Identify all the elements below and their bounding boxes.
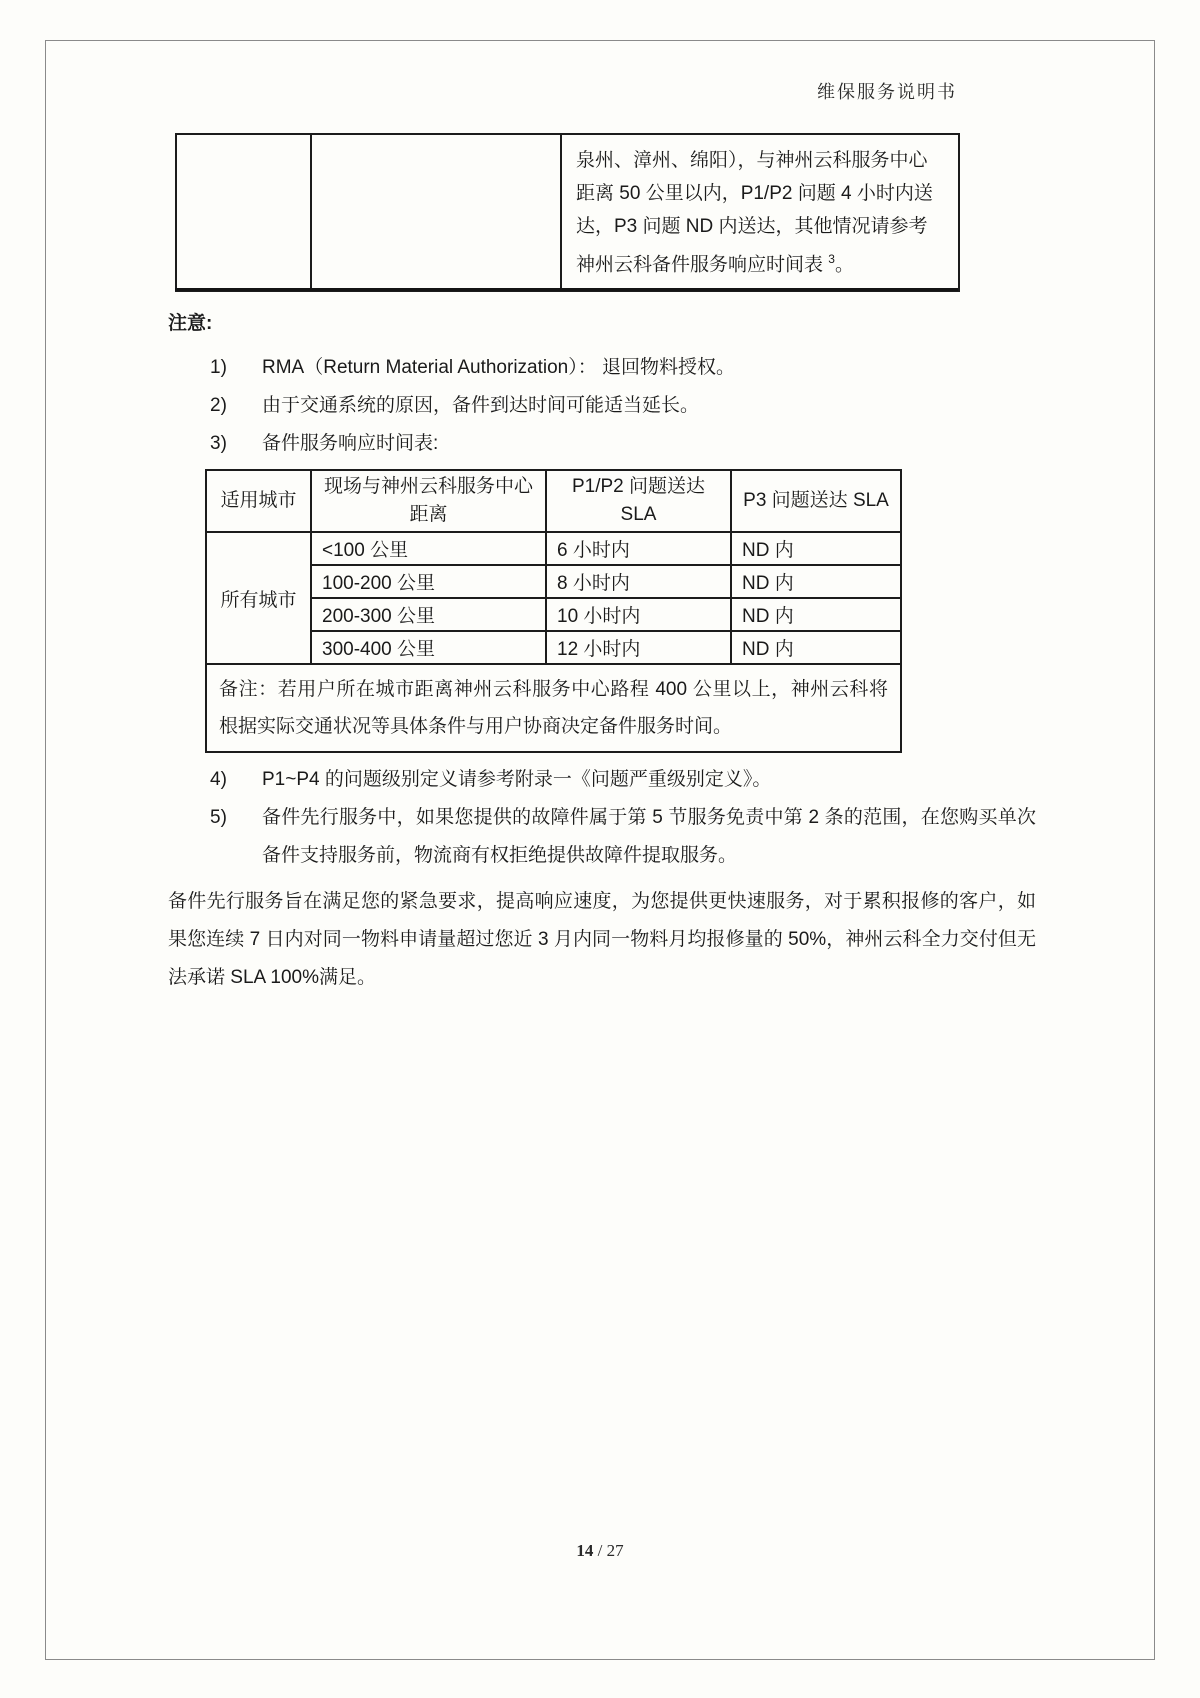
list-item-text: 备件先行服务中，如果您提供的故障件属于第 5 节服务免责中第 2 条的范围，在您购买单次备件支持服务前，物流商有权拒绝提供故障件提取服务。 bbox=[262, 807, 1036, 866]
document-header-title: 维保服务说明书 bbox=[817, 82, 957, 102]
main-content bbox=[168, 308, 1036, 997]
city-group-cell: 所有城市 bbox=[206, 532, 311, 664]
table-remark-row bbox=[206, 664, 901, 752]
distance-cell: 100-200 公里 bbox=[311, 565, 546, 598]
table-row bbox=[206, 631, 901, 664]
table-row bbox=[206, 598, 901, 631]
list-item bbox=[168, 387, 1036, 425]
p3-sla-cell: ND 内 bbox=[731, 565, 901, 598]
column-header-city: 适用城市 bbox=[206, 470, 311, 532]
list-item-number: 4) bbox=[210, 769, 227, 790]
p3-sla-cell: ND 内 bbox=[731, 532, 901, 565]
list-item-number: 3) bbox=[210, 433, 227, 454]
table-row bbox=[176, 134, 959, 291]
list-item bbox=[168, 349, 1036, 387]
page-number-separator: / bbox=[593, 1541, 607, 1560]
page-number-total: 27 bbox=[606, 1541, 624, 1560]
list-item bbox=[168, 799, 1036, 875]
p3-sla-cell: ND 内 bbox=[731, 598, 901, 631]
sla-response-table bbox=[205, 469, 902, 753]
list-item-text: P1~P4 的问题级别定义请参考附录一《问题严重级别定义》。 bbox=[262, 769, 772, 790]
distance-cell: 200-300 公里 bbox=[311, 598, 546, 631]
list-item-text: RMA（Return Material Authorization）： 退回物料授权。 bbox=[262, 357, 736, 378]
p1p2-sla-cell: 8 小时内 bbox=[546, 565, 731, 598]
carryover-cell-empty-1 bbox=[176, 134, 311, 291]
notes-heading: 注意: bbox=[168, 313, 213, 334]
carryover-table bbox=[175, 133, 960, 292]
carryover-cell-empty-2 bbox=[311, 134, 561, 291]
p1p2-sla-cell: 10 小时内 bbox=[546, 598, 731, 631]
table-end-rule bbox=[175, 288, 958, 291]
remark-cell: 备注：若用户所在城市距离神州云科服务中心路程 400 公里以上，神州云科将根据实际交通状况等具体条件与用户协商决定备件服务时间。 bbox=[206, 664, 901, 752]
carryover-text: 泉州、漳州、绵阳），与神州云科服务中心距离 50 公里以内，P1/P2 问题 4 小时内送达，P3 问题 ND 内送达，其他情况请参考神州云科备件服务响应时间表 bbox=[576, 150, 933, 276]
distance-cell: <100 公里 bbox=[311, 532, 546, 565]
list-item-number: 1) bbox=[210, 357, 227, 378]
page-number bbox=[0, 1541, 1200, 1561]
list-item bbox=[168, 425, 1036, 463]
table-header-row bbox=[206, 470, 901, 532]
distance-cell: 300-400 公里 bbox=[311, 631, 546, 664]
list-item bbox=[168, 761, 1036, 799]
table-row bbox=[206, 565, 901, 598]
list-item-text: 由于交通系统的原因，备件到达时间可能适当延长。 bbox=[262, 395, 700, 416]
p3-sla-cell: ND 内 bbox=[731, 631, 901, 664]
table-row bbox=[206, 532, 901, 565]
footnote-ref: 3 bbox=[828, 252, 835, 266]
list-item-number: 2) bbox=[210, 395, 227, 416]
list-item-number: 5) bbox=[210, 807, 227, 828]
p1p2-sla-cell: 6 小时内 bbox=[546, 532, 731, 565]
carryover-text-end: 。 bbox=[834, 254, 854, 276]
column-header-distance: 现场与神州云科服务中心距离 bbox=[311, 470, 546, 532]
p1p2-sla-cell: 12 小时内 bbox=[546, 631, 731, 664]
page-number-current: 14 bbox=[576, 1541, 594, 1560]
column-header-p1p2-sla: P1/P2 问题送达 SLA bbox=[546, 470, 731, 532]
list-item-text: 备件服务响应时间表: bbox=[262, 433, 439, 454]
column-header-p3-sla: P3 问题送达 SLA bbox=[731, 470, 901, 532]
carryover-cell-text bbox=[561, 134, 959, 291]
closing-paragraph: 备件先行服务旨在满足您的紧急要求，提高响应速度，为您提供更快速服务，对于累积报修的客户，如果您连续 7 日内对同一物料申请量超过您近 3 月内同一物料月均报修量的 50%，神州云科全力交付但无法承诺 SLA 100%满足。 bbox=[168, 891, 1036, 988]
